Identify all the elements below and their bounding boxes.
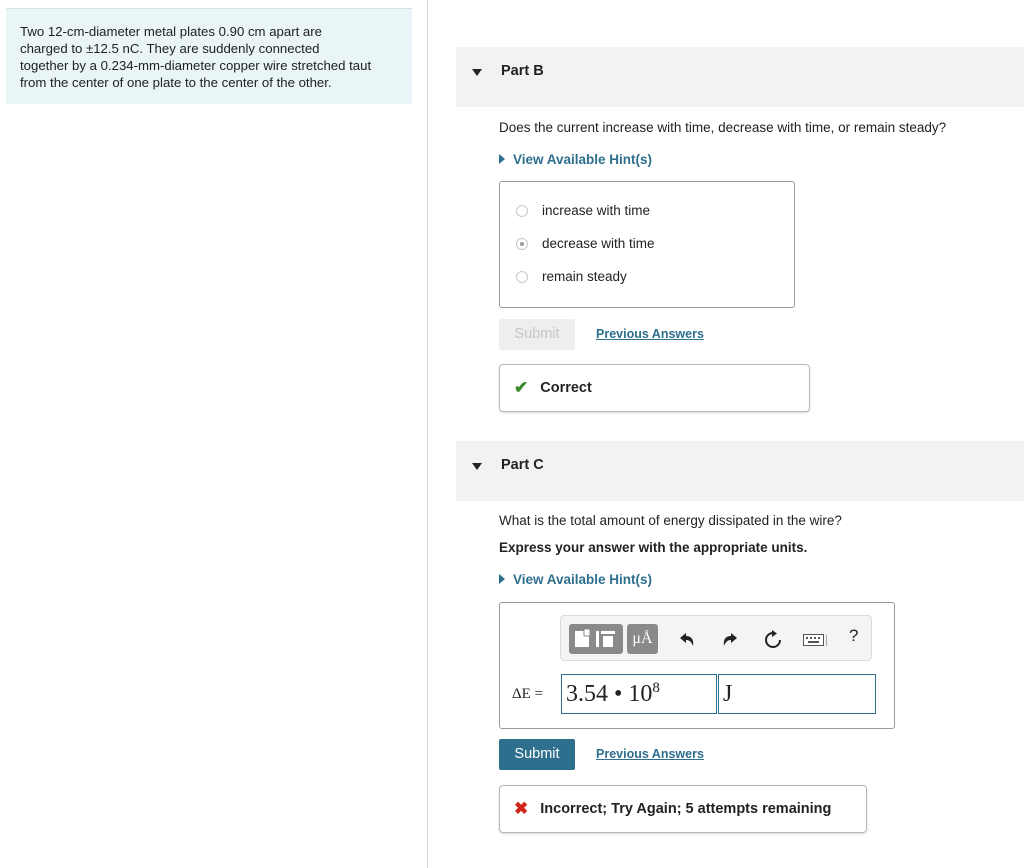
undo-icon[interactable]: [678, 632, 696, 648]
templates-button[interactable]: [569, 624, 623, 654]
problem-statement: [6, 8, 412, 104]
part-b-hint-label: View Available Hint(s): [513, 152, 653, 167]
part-b-choices: [499, 181, 795, 308]
part-b-previous-answers-link[interactable]: Previous Answers: [596, 327, 704, 341]
part-c-submit-button[interactable]: Submit: [499, 739, 575, 770]
part-c-feedback: [499, 785, 867, 833]
reset-icon[interactable]: [763, 630, 783, 650]
choice-label: increase with time: [542, 203, 651, 218]
caret-right-icon: [499, 574, 505, 584]
part-b-question: Does the current increase with time, decrease with time, or remain steady?: [499, 120, 947, 135]
value-mantissa: 3.54 • 10: [566, 681, 653, 707]
choice-label: decrease with time: [542, 236, 655, 251]
problem-line-2: charged to ±12.5 nC. They are suddenly connected: [20, 41, 320, 56]
value-exponent: 8: [652, 680, 660, 696]
part-b-title: Part B: [501, 63, 544, 79]
radio-button[interactable]: [516, 271, 528, 283]
delta-e-label-text: ΔE =: [512, 686, 544, 702]
part-c-header[interactable]: [456, 441, 1024, 501]
help-icon[interactable]: ?: [849, 626, 859, 645]
part-c-previous-answers-link[interactable]: Previous Answers: [596, 747, 704, 761]
value-input[interactable]: [561, 674, 717, 714]
problem-line-4: from the center of one plate to the center of the other.: [20, 75, 332, 90]
collapse-triangle-icon[interactable]: [472, 463, 482, 470]
units-icon: μÅ: [632, 630, 653, 647]
checkmark-icon: ✔: [514, 378, 529, 397]
units-button[interactable]: [627, 624, 658, 654]
caret-right-icon: [499, 154, 505, 164]
keyboard-icon[interactable]: [803, 634, 827, 646]
math-toolbar: [560, 615, 872, 661]
part-b-submit-button[interactable]: Submit: [499, 319, 575, 350]
part-c-instruction: Express your answer with the appropriate units.: [499, 540, 808, 555]
radio-button-selected[interactable]: [516, 238, 528, 250]
column-divider: [427, 0, 428, 868]
part-b-hint-toggle[interactable]: [499, 152, 652, 167]
part-c-hint-label: View Available Hint(s): [513, 572, 653, 587]
part-c-feedback-text: Incorrect; Try Again; 5 attempts remaining: [540, 801, 832, 817]
unit-input[interactable]: [718, 674, 876, 714]
part-c-question: What is the total amount of energy dissipated in the wire?: [499, 513, 842, 528]
collapse-triangle-icon[interactable]: [472, 69, 482, 76]
part-c-hint-toggle[interactable]: [499, 572, 652, 587]
problem-line-1: Two 12-cm-diameter metal plates 0.90 cm apart are: [20, 24, 322, 39]
unit-value: J: [723, 681, 733, 707]
part-b-header[interactable]: [456, 47, 1024, 107]
redo-icon[interactable]: [721, 632, 739, 648]
x-mark-icon: ✖: [514, 799, 529, 818]
choice-increase[interactable]: [516, 203, 650, 218]
part-c-answer-box: [499, 602, 895, 729]
delta-e-label: [512, 686, 543, 703]
choice-label: remain steady: [542, 269, 627, 284]
radio-button[interactable]: [516, 205, 528, 217]
part-b-feedback: [499, 364, 810, 412]
choice-remain-steady[interactable]: [516, 269, 627, 284]
part-b-feedback-text: Correct: [540, 380, 592, 396]
choice-decrease[interactable]: [516, 236, 655, 251]
part-c-title: Part C: [501, 457, 544, 473]
templates-icon: [569, 624, 623, 654]
problem-line-3: together by a 0.234-mm-diameter copper wire stretched taut: [20, 58, 372, 73]
